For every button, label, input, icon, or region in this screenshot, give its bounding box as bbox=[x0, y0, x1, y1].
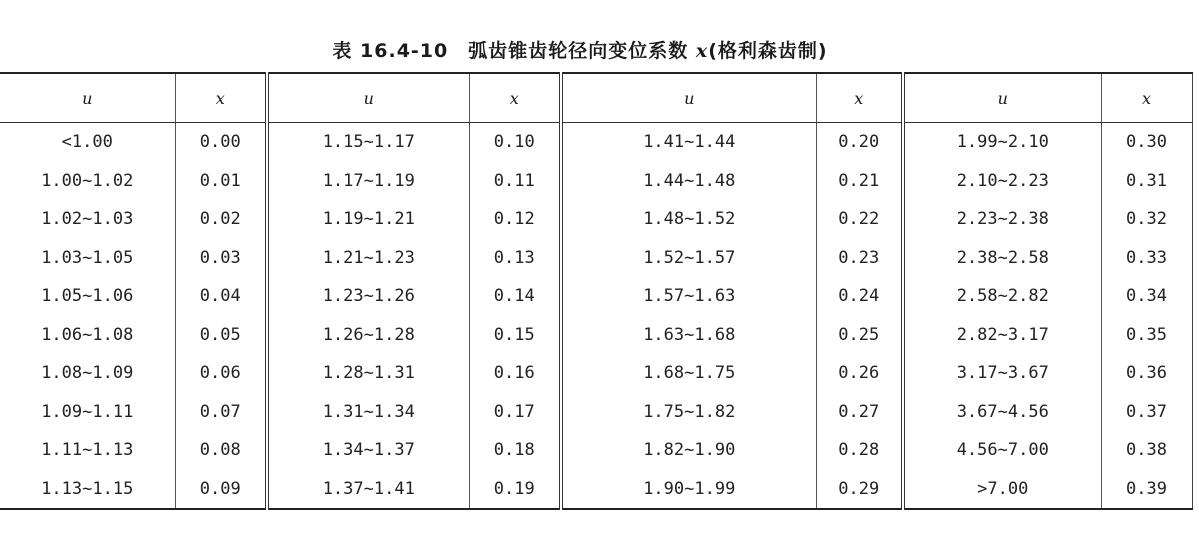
table-row bbox=[0, 162, 1192, 201]
cell-x: 0.24 bbox=[816, 277, 903, 316]
cell-u: 1.37~1.41 bbox=[267, 470, 469, 510]
cell-u: 1.26~1.28 bbox=[267, 316, 469, 355]
cell-x: 0.22 bbox=[816, 200, 903, 239]
cell-x: 0.17 bbox=[469, 393, 561, 432]
cell-x: 0.20 bbox=[816, 123, 903, 162]
cell-x: 0.10 bbox=[469, 123, 561, 162]
cell-x: 0.12 bbox=[469, 200, 561, 239]
table-title-prefix: 表 16.4-10 弧齿锥齿轮径向变位系数 bbox=[332, 40, 696, 62]
cell-u: 1.90~1.99 bbox=[561, 470, 816, 510]
cell-u: 1.02~1.03 bbox=[41, 209, 134, 230]
cell-u: 1.00~1.02 bbox=[41, 170, 134, 191]
cell-u: 1.23~1.26 bbox=[267, 277, 469, 316]
cell-u: 2.38~2.58 bbox=[903, 239, 1101, 278]
cell-x: 0.18 bbox=[469, 431, 561, 470]
cell-u: 1.13~1.15 bbox=[0, 470, 175, 510]
cell-u: 1.75~1.82 bbox=[561, 393, 816, 432]
header-x-4: x bbox=[1101, 73, 1192, 123]
cell-u: 1.08~1.09 bbox=[41, 363, 134, 384]
cell-u: 3.17~3.67 bbox=[903, 354, 1101, 393]
cell-x: 0.23 bbox=[816, 239, 903, 278]
cell-u: 2.82~3.17 bbox=[903, 316, 1101, 355]
cell-x: 0.00 bbox=[175, 123, 267, 162]
cell-u: 1.68~1.75 bbox=[561, 354, 816, 393]
cell-u: 1.09~1.11 bbox=[41, 401, 134, 422]
cell-x: 0.36 bbox=[1101, 354, 1192, 393]
cell-u: 1.82~1.90 bbox=[561, 431, 816, 470]
cell-u: 1.52~1.57 bbox=[561, 239, 816, 278]
cell-x: 0.33 bbox=[1101, 239, 1192, 278]
table-row bbox=[0, 200, 1192, 239]
cell-u: 1.48~1.52 bbox=[561, 200, 816, 239]
header-u-1: u bbox=[0, 73, 175, 123]
cell-u: 1.17~1.19 bbox=[267, 162, 469, 201]
cell-x: 0.19 bbox=[469, 470, 561, 510]
cell-u: 2.58~2.82 bbox=[903, 277, 1101, 316]
header-x-2: x bbox=[469, 73, 561, 123]
cell-x: 0.34 bbox=[1101, 277, 1192, 316]
header-u-4: u bbox=[903, 73, 1101, 123]
cell-u: 1.34~1.37 bbox=[267, 431, 469, 470]
cell-x: 0.29 bbox=[816, 470, 903, 510]
cell-x: 0.02 bbox=[175, 200, 267, 239]
cell-x: 0.16 bbox=[469, 354, 561, 393]
table-row bbox=[0, 239, 1192, 278]
table-title bbox=[0, 36, 1160, 63]
cell-x: 0.38 bbox=[1101, 431, 1192, 470]
cell-u: <1.00 bbox=[61, 132, 113, 153]
cell-x: 0.04 bbox=[175, 277, 267, 316]
header-u-3: u bbox=[561, 73, 816, 123]
cell-x: 0.13 bbox=[469, 239, 561, 278]
cell-x: 0.25 bbox=[816, 316, 903, 355]
cell-u: 2.10~2.23 bbox=[903, 162, 1101, 201]
cell-u: 1.19~1.21 bbox=[267, 200, 469, 239]
cell-u: 1.63~1.68 bbox=[561, 316, 816, 355]
header-x-1: x bbox=[175, 73, 267, 123]
table-row bbox=[0, 316, 1192, 355]
cell-u: 1.44~1.48 bbox=[561, 162, 816, 201]
cell-x: 0.37 bbox=[1101, 393, 1192, 432]
cell-x: 0.15 bbox=[469, 316, 561, 355]
header-row bbox=[0, 73, 1192, 123]
table-row bbox=[0, 277, 1192, 316]
table-title-variable: x bbox=[695, 40, 709, 62]
cell-x: 0.05 bbox=[175, 316, 267, 355]
displacement-coefficient-table bbox=[0, 72, 1193, 510]
cell-x: 0.32 bbox=[1101, 200, 1192, 239]
cell-x: 0.28 bbox=[816, 431, 903, 470]
cell-x: 0.11 bbox=[469, 162, 561, 201]
cell-x: 0.21 bbox=[816, 162, 903, 201]
cell-u: 2.23~2.38 bbox=[903, 200, 1101, 239]
table-row bbox=[0, 470, 1192, 510]
cell-x: 0.09 bbox=[175, 470, 267, 510]
cell-x: 0.06 bbox=[175, 354, 267, 393]
table-row bbox=[0, 393, 1192, 432]
cell-x: 0.01 bbox=[175, 162, 267, 201]
cell-u: 1.31~1.34 bbox=[267, 393, 469, 432]
cell-u: 1.57~1.63 bbox=[561, 277, 816, 316]
cell-x: 0.08 bbox=[175, 431, 267, 470]
cell-u: 1.05~1.06 bbox=[41, 286, 134, 307]
cell-u: 3.67~4.56 bbox=[903, 393, 1101, 432]
cell-u: 1.21~1.23 bbox=[267, 239, 469, 278]
table-row bbox=[0, 123, 1192, 162]
cell-x: 0.39 bbox=[1101, 470, 1192, 510]
table-title-suffix: (格利森齿制) bbox=[708, 40, 828, 62]
cell-u: 1.11~1.13 bbox=[41, 440, 134, 461]
cell-u: >7.00 bbox=[903, 470, 1101, 510]
cell-x: 0.26 bbox=[816, 354, 903, 393]
header-u-2: u bbox=[267, 73, 469, 123]
cell-u: 1.03~1.05 bbox=[41, 247, 134, 268]
table-row bbox=[0, 354, 1192, 393]
cell-x: 0.31 bbox=[1101, 162, 1192, 201]
header-x-3: x bbox=[816, 73, 903, 123]
cell-u: 1.15~1.17 bbox=[267, 123, 469, 162]
cell-u: 1.06~1.08 bbox=[41, 324, 134, 345]
cell-x: 0.14 bbox=[469, 277, 561, 316]
cell-x: 0.27 bbox=[816, 393, 903, 432]
cell-x: 0.03 bbox=[175, 239, 267, 278]
cell-u: 1.99~2.10 bbox=[903, 123, 1101, 162]
cell-u: 1.28~1.31 bbox=[267, 354, 469, 393]
cell-x: 0.30 bbox=[1101, 123, 1192, 162]
cell-u: 1.41~1.44 bbox=[561, 123, 816, 162]
cell-u: 4.56~7.00 bbox=[903, 431, 1101, 470]
table-row bbox=[0, 431, 1192, 470]
cell-x: 0.07 bbox=[175, 393, 267, 432]
cell-x: 0.35 bbox=[1101, 316, 1192, 355]
